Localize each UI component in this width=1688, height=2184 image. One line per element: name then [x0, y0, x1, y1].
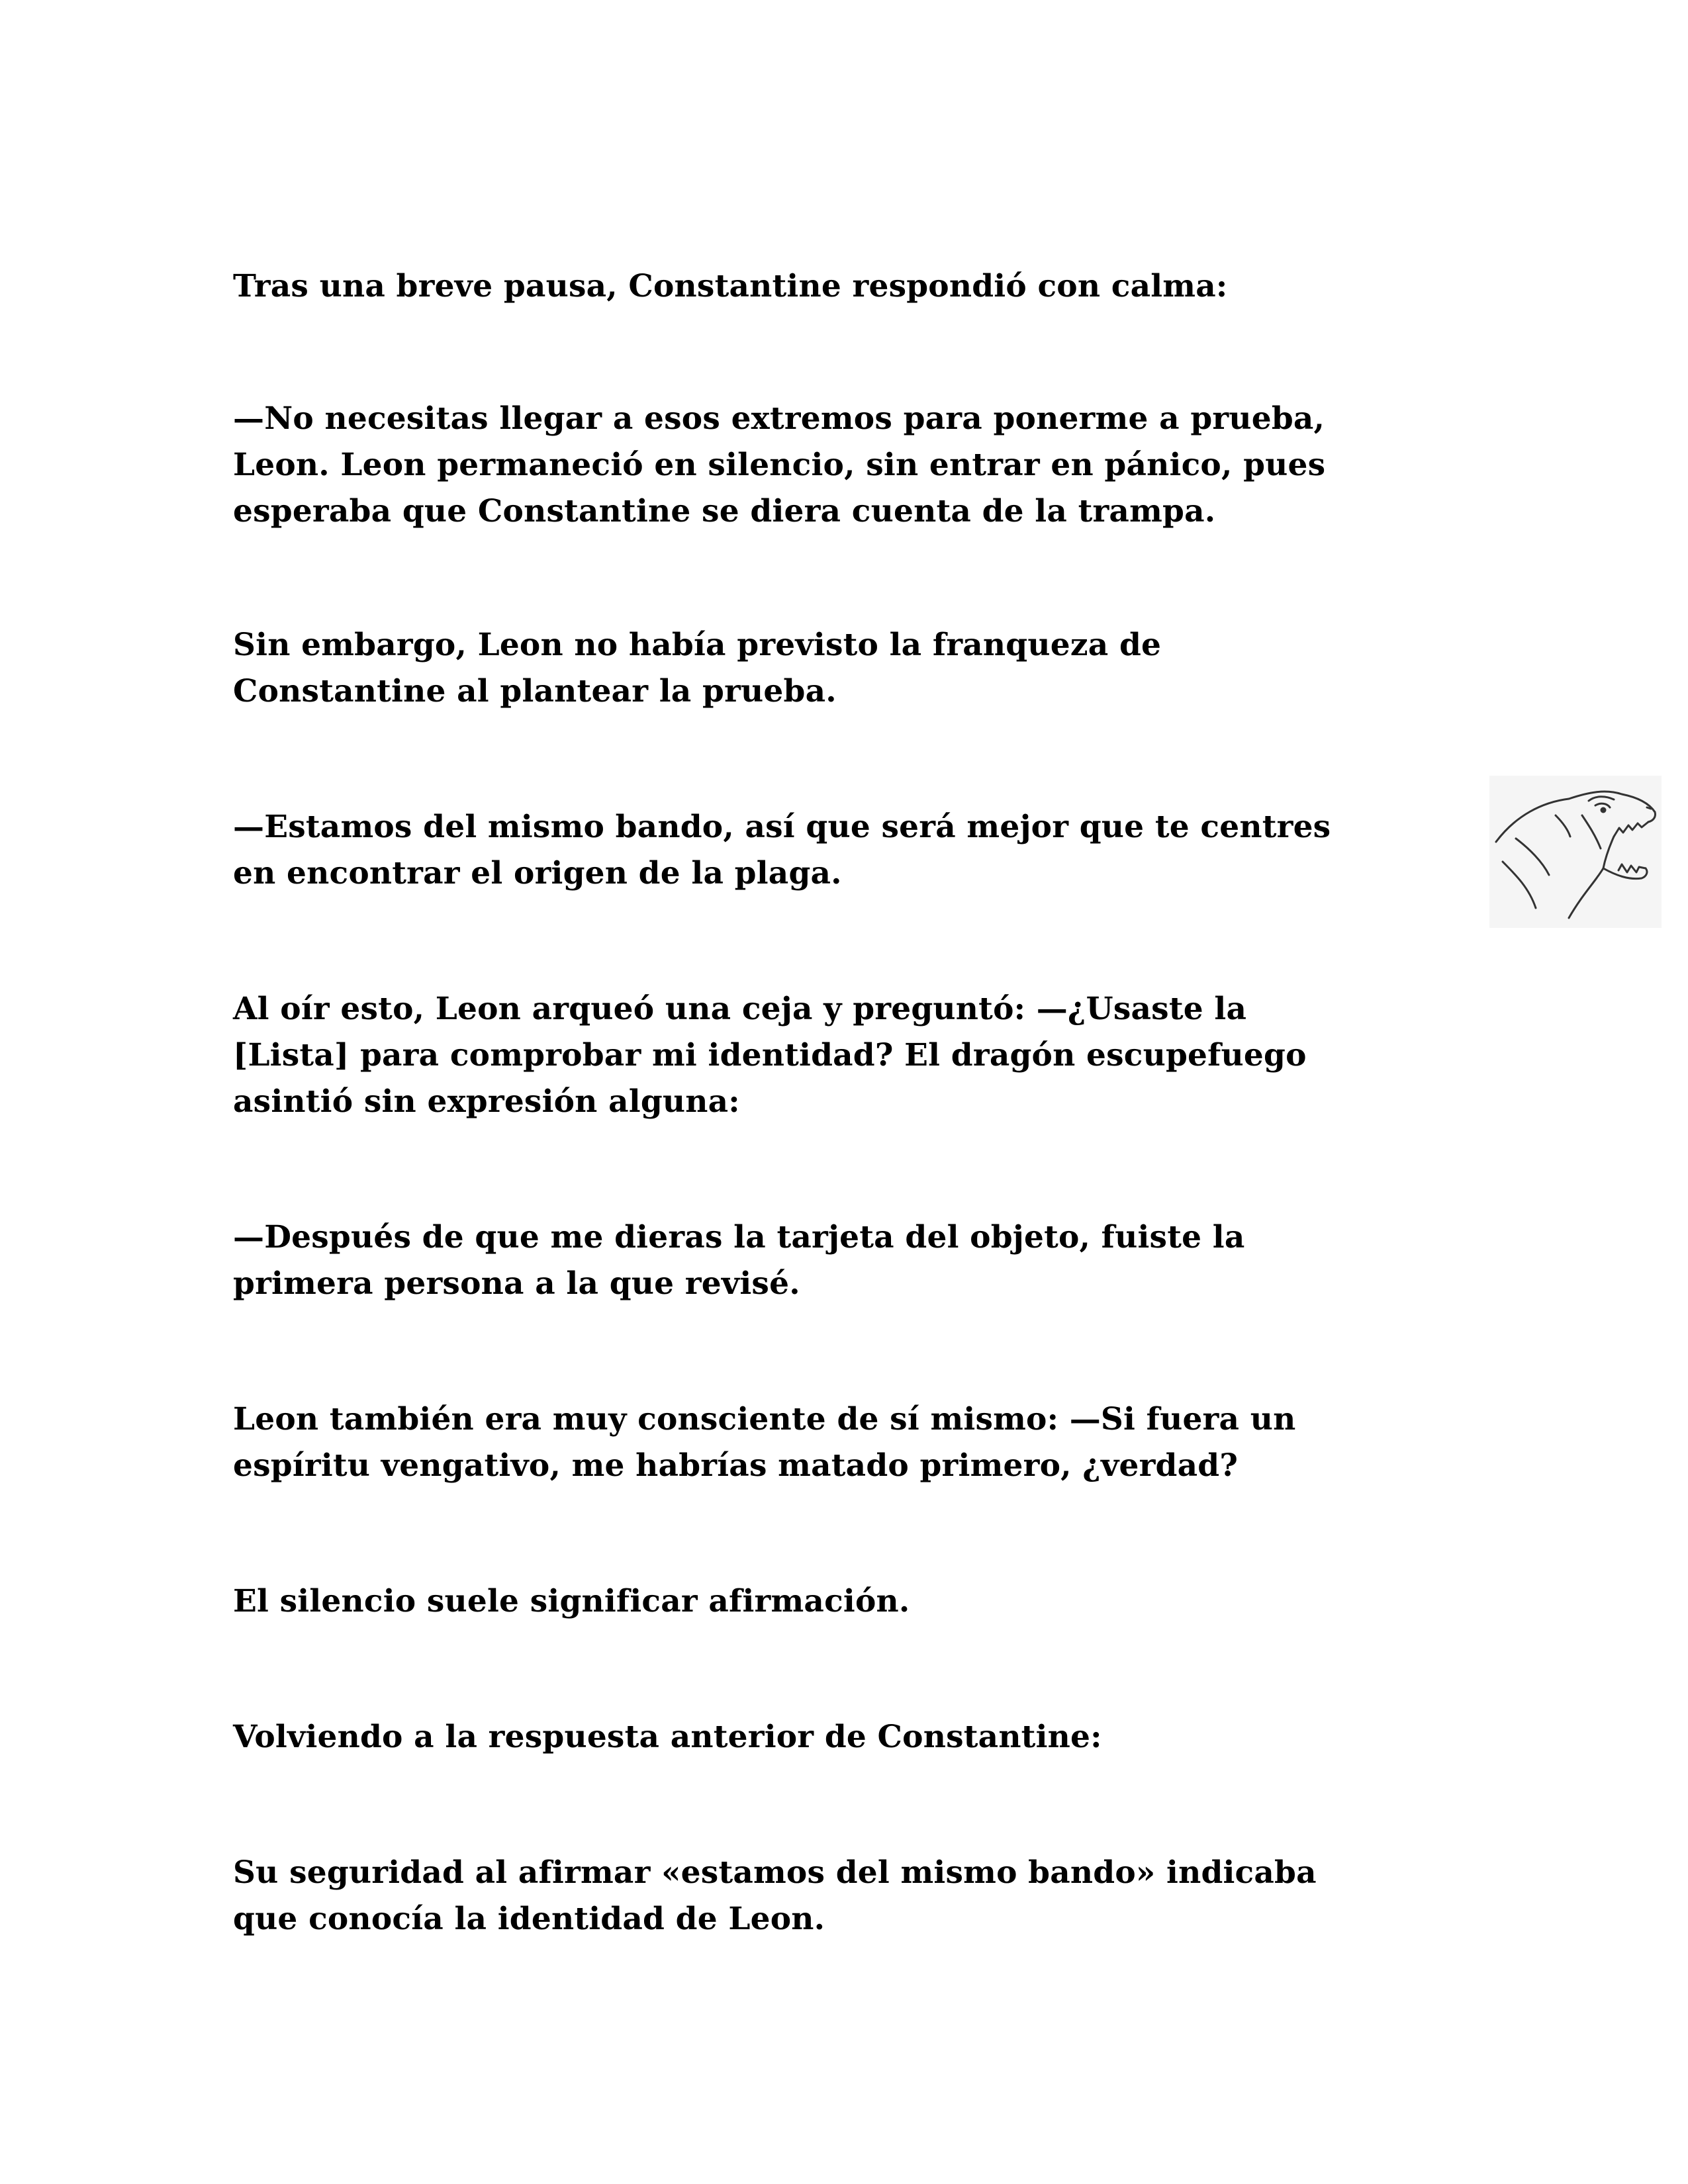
paragraph-line: Leon. Leon permaneció en silencio, sin entrar en pánico, pues	[233, 447, 1326, 483]
paragraph-line: —No necesitas llegar a esos extremos para ponerme a prueba,	[233, 400, 1325, 437]
paragraph-10	[233, 1850, 1491, 1942]
paragraph-line: que conocía la identidad de Leon.	[233, 1901, 825, 1937]
paragraph-6	[233, 1214, 1491, 1307]
paragraph-line: —Estamos del mismo bando, así que será mejor que te centres	[233, 809, 1331, 845]
paragraph-7	[233, 1396, 1491, 1489]
paragraph-8	[233, 1578, 1491, 1625]
paragraph-line: espíritu vengativo, me habrías matado primero, ¿verdad?	[233, 1447, 1239, 1484]
paragraph-2	[233, 396, 1491, 535]
paragraph-line: Volviendo a la respuesta anterior de Constantine:	[233, 1719, 1102, 1755]
paragraph-line: asintió sin expresión alguna:	[233, 1083, 740, 1120]
paragraph-line: Leon también era muy consciente de sí mismo: —Si fuera un	[233, 1401, 1296, 1437]
paragraph-line: Tras una breve pausa, Constantine respondió con calma:	[233, 268, 1228, 304]
paragraph-line: primera persona a la que revisé.	[233, 1265, 800, 1302]
paragraph-1	[233, 263, 1491, 310]
paragraph-line: Constantine al plantear la prueba.	[233, 673, 837, 709]
paragraph-line: esperaba que Constantine se diera cuenta de la trampa.	[233, 493, 1216, 529]
paragraph-line: [Lista] para comprobar mi identidad? El dragón escupefuego	[233, 1037, 1307, 1073]
paragraph-4	[233, 804, 1491, 897]
paragraph-line: Su seguridad al afirmar «estamos del mismo bando» indicaba	[233, 1854, 1317, 1891]
paragraph-9	[233, 1714, 1491, 1760]
paragraph-3	[233, 622, 1491, 715]
dinosaur-sketch-icon	[1489, 776, 1662, 928]
paragraph-line: —Después de que me dieras la tarjeta del objeto, fuiste la	[233, 1219, 1245, 1255]
paragraph-line: en encontrar el origen de la plaga.	[233, 855, 842, 891]
paragraph-5	[233, 986, 1491, 1125]
paragraph-line: Al oír esto, Leon arqueó una ceja y preguntó: —¿Usaste la	[233, 991, 1247, 1027]
paragraph-line: El silencio suele significar afirmación.	[233, 1583, 910, 1619]
paragraph-line: Sin embargo, Leon no había previsto la franqueza de	[233, 627, 1162, 663]
